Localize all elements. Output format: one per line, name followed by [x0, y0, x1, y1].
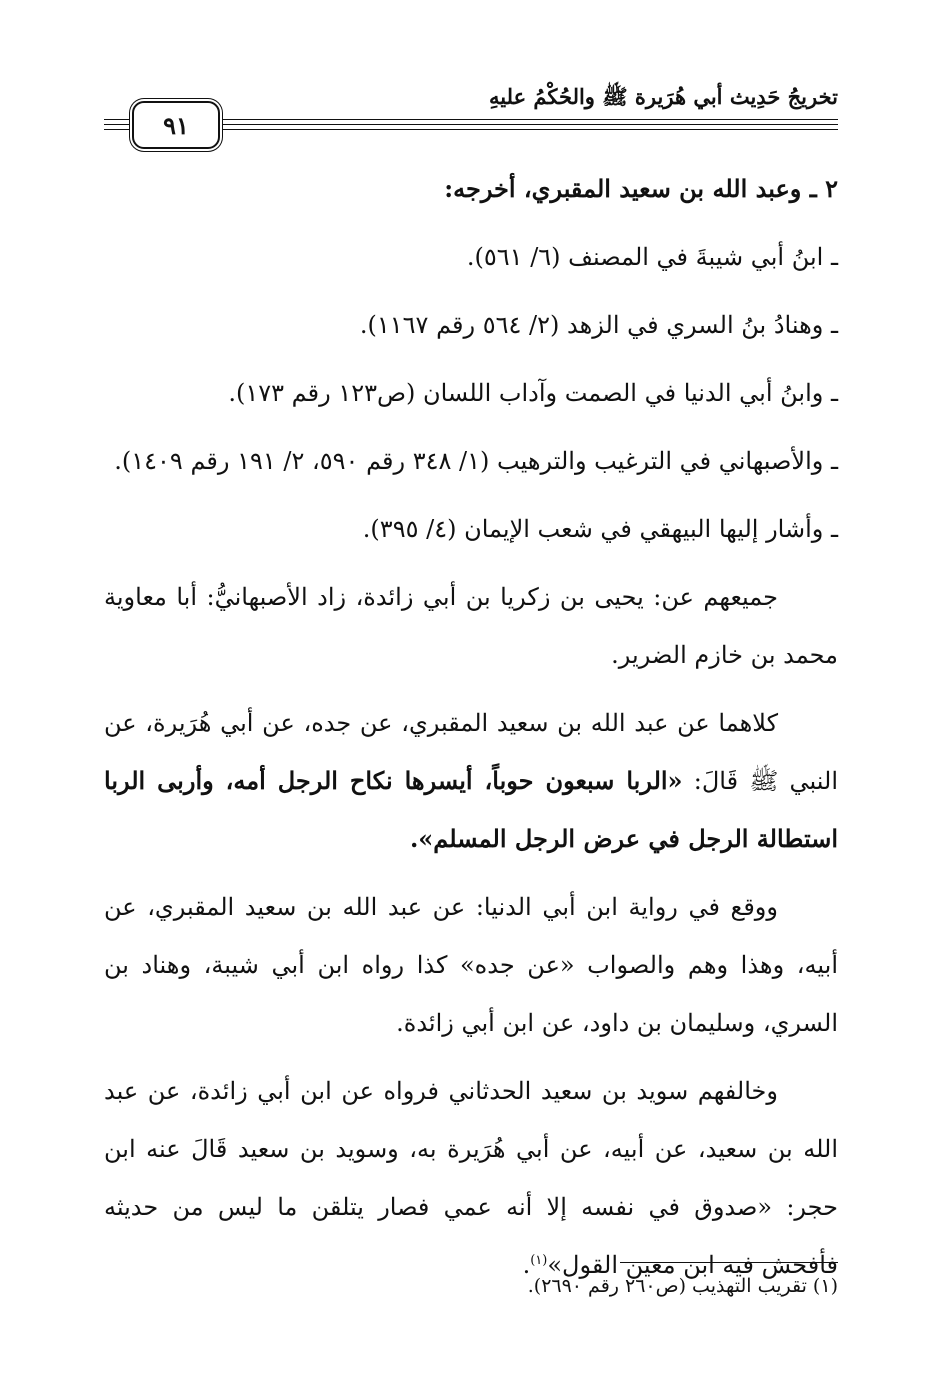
footnote-rule [620, 1262, 838, 1263]
footnote: (١) تقريب التهذيب (ص٢٦٠ رقم ٢٦٩٠). [527, 1275, 838, 1297]
page-number-frame [132, 101, 220, 149]
source-line: ـ وأشار إليها البيهقي في شعب الإيمان (٤/ ٣٩٥). [362, 515, 838, 543]
item-heading: ٢ ـ وعبد الله بن سعيد المقبري، أخرجه: [444, 174, 838, 203]
footnote-reference[interactable]: (١) [530, 1253, 548, 1268]
source-line: ـ وهنادُ بنُ السري في الزهد (٢/ ٥٦٤ رقم ١١٦٧). [359, 311, 838, 339]
source-line: ـ وابنُ أبي الدنيا في الصمت وآداب اللسان (ص١٢٣ رقم ١٧٣). [228, 379, 838, 407]
body-text [104, 160, 838, 1304]
running-title: تخريجُ حَدِيث أبي هُرَيرة ﷺ والحُكْمُ عليهِ [489, 84, 838, 109]
source-line: ـ ابنُ أبي شيبةَ في المصنف (٦/ ٥٦١). [466, 243, 838, 271]
paragraph-contrary [104, 1062, 838, 1294]
paragraph-end: . [522, 1251, 531, 1279]
paragraph-all-from: جميعهم عن: يحيى بن زكريا بن أبي زائدة، زاد الأصبهانيُّ: أبا معاوية محمد بن خازم الضرير. [104, 583, 838, 669]
page-number: ٩١ [163, 110, 189, 140]
chain-text: كلاهما عن عبد الله بن سعيد المقبري، عن جده، عن أبي هُرَيرة، عن النبي ﷺ قَالَ: [104, 709, 838, 795]
paragraph-chain [104, 694, 838, 868]
paragraph-narration: ووقع في رواية ابن أبي الدنيا: عن عبد الله بن سعيد المقبري، عن أبيه، وهذا وهم والصواب «عن جده» كذا رواه ابن أبي شيبة، وهناد بن السري، وسليمان بن داود، عن ابن أبي زائدة. [104, 893, 838, 1037]
source-line: ـ والأصبهاني في الترغيب والترهيب (١/ ٣٤٨ رقم ٥٩٠، ٢/ ١٩١ رقم ١٤٠٩). [114, 447, 838, 475]
hadith-text: «الربا سبعون حوباً، أيسرها نكاح الرجل أمه، وأربى الربا استطالة الرجل في عرض الرجل المسلم». [104, 766, 838, 853]
contrary-text: وخالفهم سويد بن سعيد الحدثاني فرواه عن ابن أبي زائدة، عن عبد الله بن سعيد، عن أبيه، عن أبي هُرَيرة به، وسويد بن سعيد قَالَ عنه ابن حجر: «صدوق في نفسه إلا أنه عمي فصار يتلقن ما ليس من حديثه فأفحش فيه ابن معين القول» [104, 1077, 838, 1279]
